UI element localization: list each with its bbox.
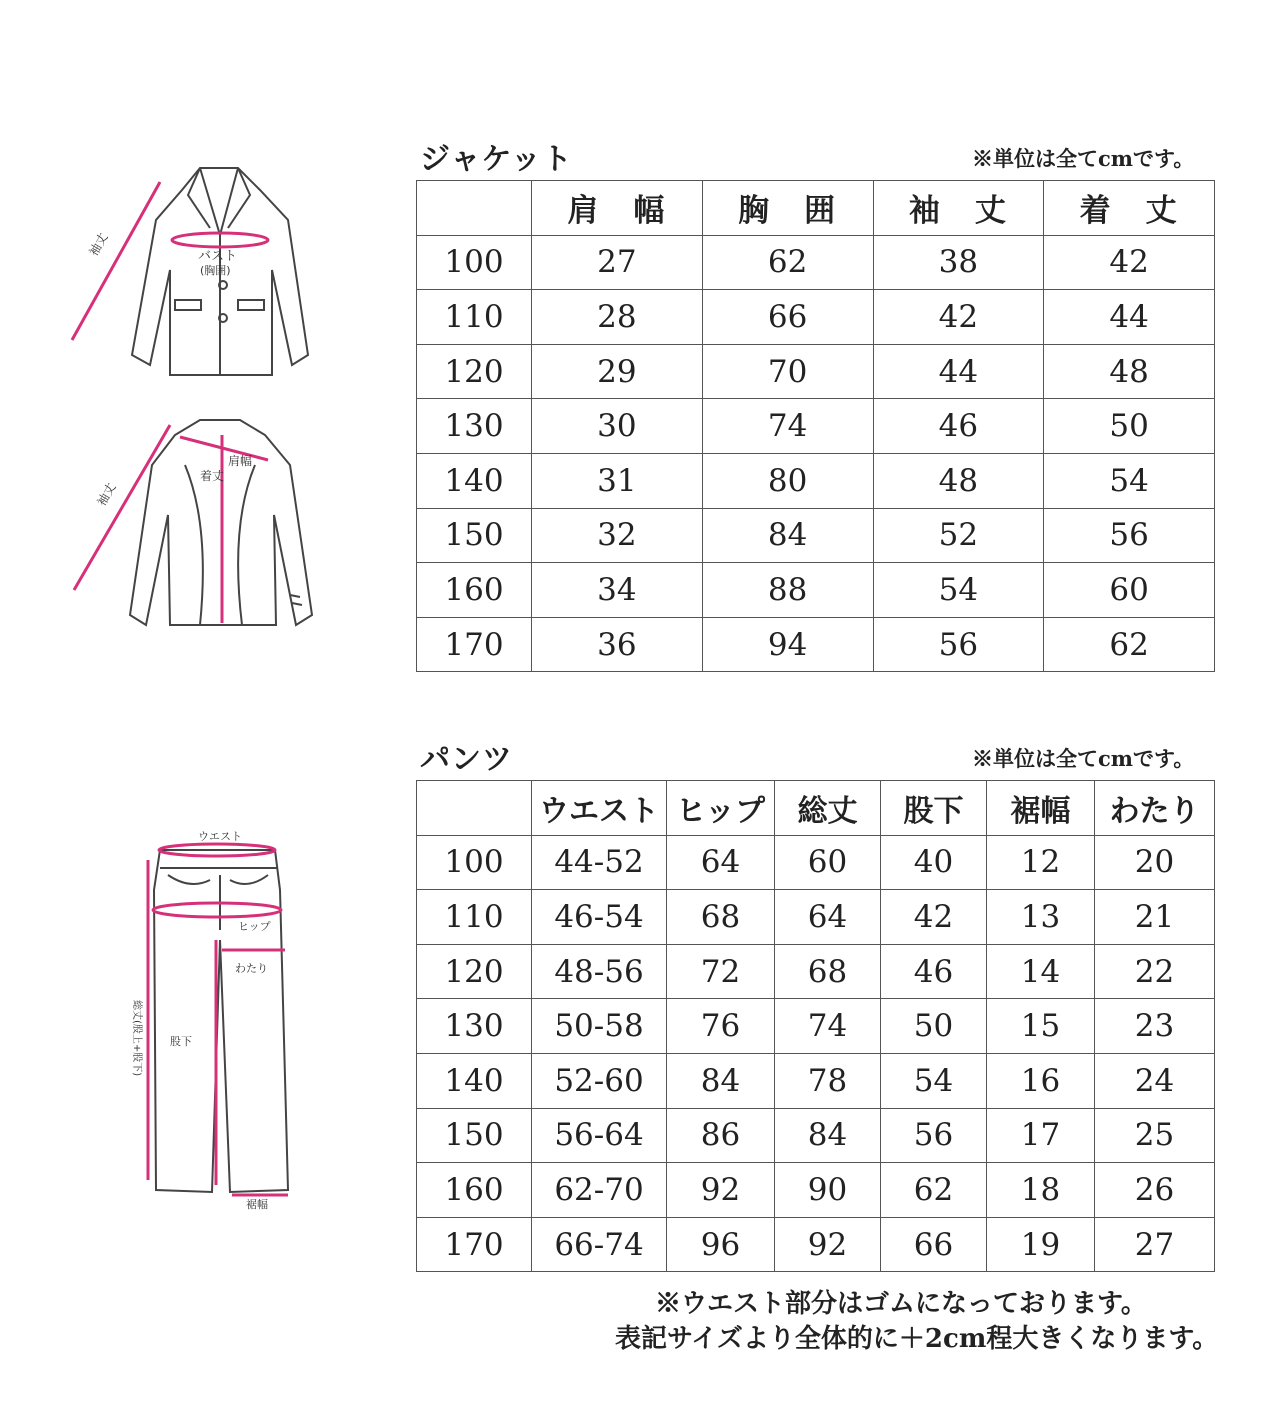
jacket-back-illustration: [60, 405, 330, 635]
table-cell: 62: [881, 1163, 987, 1218]
pants-hem-label: 裾幅: [246, 1198, 268, 1211]
table-cell: 66: [702, 290, 873, 345]
table-cell: 96: [667, 1217, 775, 1272]
table-cell: 56: [873, 617, 1044, 672]
table-cell: 22: [1095, 944, 1215, 999]
table-cell: 42: [873, 290, 1044, 345]
pants-waist-label: ウエスト: [198, 830, 242, 843]
table-cell: 14: [987, 944, 1095, 999]
table-cell: 78: [775, 1053, 881, 1108]
jacket-size-table: [416, 180, 1215, 672]
table-cell: 31: [532, 453, 703, 508]
header-cell: わたり: [1095, 781, 1215, 836]
table-cell: 52: [873, 508, 1044, 563]
table-cell: 13: [987, 890, 1095, 945]
table-row: [417, 235, 1215, 290]
table-cell: 84: [667, 1053, 775, 1108]
table-row: [417, 290, 1215, 345]
pants-title: パンツ: [420, 742, 513, 777]
table-row: [417, 563, 1215, 618]
table-cell: 130: [417, 999, 532, 1054]
table-cell: 170: [417, 1217, 532, 1272]
table-cell: 80: [702, 453, 873, 508]
jacket-back-sleeve-label: 袖丈: [94, 480, 119, 509]
table-row: [417, 1217, 1215, 1272]
header-cell: [417, 181, 532, 236]
pants-thigh-label: わたり: [235, 962, 268, 975]
footer-note-elastic: ※ウエスト部分はゴムになっております。: [655, 1289, 1147, 1319]
table-cell: 15: [987, 999, 1095, 1054]
table-row: [417, 617, 1215, 672]
table-cell: 21: [1095, 890, 1215, 945]
table-cell: 92: [667, 1163, 775, 1218]
table-cell: 60: [775, 835, 881, 890]
table-cell: 18: [987, 1163, 1095, 1218]
table-cell: 88: [702, 563, 873, 618]
table-cell: 110: [417, 890, 532, 945]
table-cell: 74: [702, 399, 873, 454]
header-cell: 股下: [881, 781, 987, 836]
table-cell: 46-54: [532, 890, 667, 945]
table-cell: 64: [775, 890, 881, 945]
table-cell: 86: [667, 1108, 775, 1163]
pants-size-table: [416, 780, 1215, 1272]
table-cell: 84: [702, 508, 873, 563]
header-cell: 肩 幅: [532, 181, 703, 236]
jacket-length-label: 着丈: [200, 469, 225, 483]
table-cell: 44-52: [532, 835, 667, 890]
table-cell: 68: [667, 890, 775, 945]
table-cell: 44: [1044, 290, 1215, 345]
table-cell: 30: [532, 399, 703, 454]
table-cell: 32: [532, 508, 703, 563]
header-cell: [417, 781, 532, 836]
footer-note-size: 表記サイズより全体的に＋2cm程大きくなります。: [615, 1324, 1219, 1354]
table-cell: 64: [667, 835, 775, 890]
header-cell: 袖 丈: [873, 181, 1044, 236]
jacket-front-sleeve-label: 袖丈: [86, 230, 111, 259]
table-cell: 160: [417, 563, 532, 618]
table-cell: 110: [417, 290, 532, 345]
jacket-front-illustration: [60, 150, 330, 390]
header-cell: 裾幅: [987, 781, 1095, 836]
jacket-shoulder-label: 肩幅: [228, 454, 253, 468]
table-cell: 120: [417, 344, 532, 399]
table-cell: 50: [881, 999, 987, 1054]
table-cell: 140: [417, 453, 532, 508]
table-cell: 56-64: [532, 1108, 667, 1163]
table-cell: 12: [987, 835, 1095, 890]
table-cell: 150: [417, 508, 532, 563]
table-row: [417, 1108, 1215, 1163]
table-row: [417, 1053, 1215, 1108]
table-cell: 56: [1044, 508, 1215, 563]
table-cell: 76: [667, 999, 775, 1054]
table-cell: 74: [775, 999, 881, 1054]
table-cell: 48: [1044, 344, 1215, 399]
jacket-title: ジャケット: [420, 142, 573, 177]
header-cell: ウエスト: [532, 781, 667, 836]
table-row: [417, 944, 1215, 999]
table-cell: 26: [1095, 1163, 1215, 1218]
table-cell: 24: [1095, 1053, 1215, 1108]
table-cell: 84: [775, 1108, 881, 1163]
table-row: [417, 453, 1215, 508]
table-header-row: [417, 181, 1215, 236]
table-row: [417, 890, 1215, 945]
table-cell: 54: [873, 563, 1044, 618]
table-cell: 130: [417, 399, 532, 454]
table-cell: 66-74: [532, 1217, 667, 1272]
table-cell: 17: [987, 1108, 1095, 1163]
table-cell: 54: [1044, 453, 1215, 508]
table-cell: 50: [1044, 399, 1215, 454]
pants-unit-note: ※単位は全てcmです。: [972, 746, 1195, 771]
table-cell: 92: [775, 1217, 881, 1272]
table-cell: 60: [1044, 563, 1215, 618]
table-cell: 100: [417, 235, 532, 290]
table-cell: 36: [532, 617, 703, 672]
table-cell: 40: [881, 835, 987, 890]
table-cell: 170: [417, 617, 532, 672]
table-cell: 62: [1044, 617, 1215, 672]
jacket-bust-sub-label: (胸囲): [200, 264, 231, 277]
table-cell: 100: [417, 835, 532, 890]
table-cell: 120: [417, 944, 532, 999]
table-cell: 56: [881, 1108, 987, 1163]
table-cell: 19: [987, 1217, 1095, 1272]
table-cell: 34: [532, 563, 703, 618]
table-cell: 27: [532, 235, 703, 290]
table-header-row: [417, 781, 1215, 836]
pants-inseam-label: 股下: [170, 1035, 192, 1048]
table-cell: 150: [417, 1108, 532, 1163]
table-cell: 54: [881, 1053, 987, 1108]
table-row: [417, 508, 1215, 563]
table-cell: 66: [881, 1217, 987, 1272]
table-cell: 68: [775, 944, 881, 999]
table-cell: 27: [1095, 1217, 1215, 1272]
table-cell: 38: [873, 235, 1044, 290]
table-cell: 90: [775, 1163, 881, 1218]
table-cell: 42: [1044, 235, 1215, 290]
table-cell: 62: [702, 235, 873, 290]
table-row: [417, 999, 1215, 1054]
table-cell: 44: [873, 344, 1044, 399]
table-cell: 42: [881, 890, 987, 945]
table-cell: 48: [873, 453, 1044, 508]
pants-hip-label: ヒップ: [238, 920, 271, 933]
header-cell: 胸 囲: [702, 181, 873, 236]
jacket-unit-note: ※単位は全てcmです。: [972, 146, 1195, 171]
table-cell: 48-56: [532, 944, 667, 999]
table-row: [417, 344, 1215, 399]
pants-illustration: [120, 820, 320, 1220]
table-cell: 20: [1095, 835, 1215, 890]
table-cell: 25: [1095, 1108, 1215, 1163]
table-cell: 70: [702, 344, 873, 399]
table-cell: 46: [873, 399, 1044, 454]
table-cell: 160: [417, 1163, 532, 1218]
table-row: [417, 399, 1215, 454]
table-cell: 52-60: [532, 1053, 667, 1108]
table-cell: 23: [1095, 999, 1215, 1054]
table-cell: 72: [667, 944, 775, 999]
header-cell: 総丈: [775, 781, 881, 836]
table-row: [417, 835, 1215, 890]
table-row: [417, 1163, 1215, 1218]
table-cell: 46: [881, 944, 987, 999]
table-cell: 16: [987, 1053, 1095, 1108]
pants-total-length-label: 総丈(股上+股下): [131, 1000, 142, 1077]
jacket-bust-label: バスト: [198, 249, 238, 264]
header-cell: ヒップ: [667, 781, 775, 836]
table-cell: 50-58: [532, 999, 667, 1054]
table-cell: 62-70: [532, 1163, 667, 1218]
table-cell: 29: [532, 344, 703, 399]
table-cell: 140: [417, 1053, 532, 1108]
table-cell: 28: [532, 290, 703, 345]
table-cell: 94: [702, 617, 873, 672]
header-cell: 着 丈: [1044, 181, 1215, 236]
